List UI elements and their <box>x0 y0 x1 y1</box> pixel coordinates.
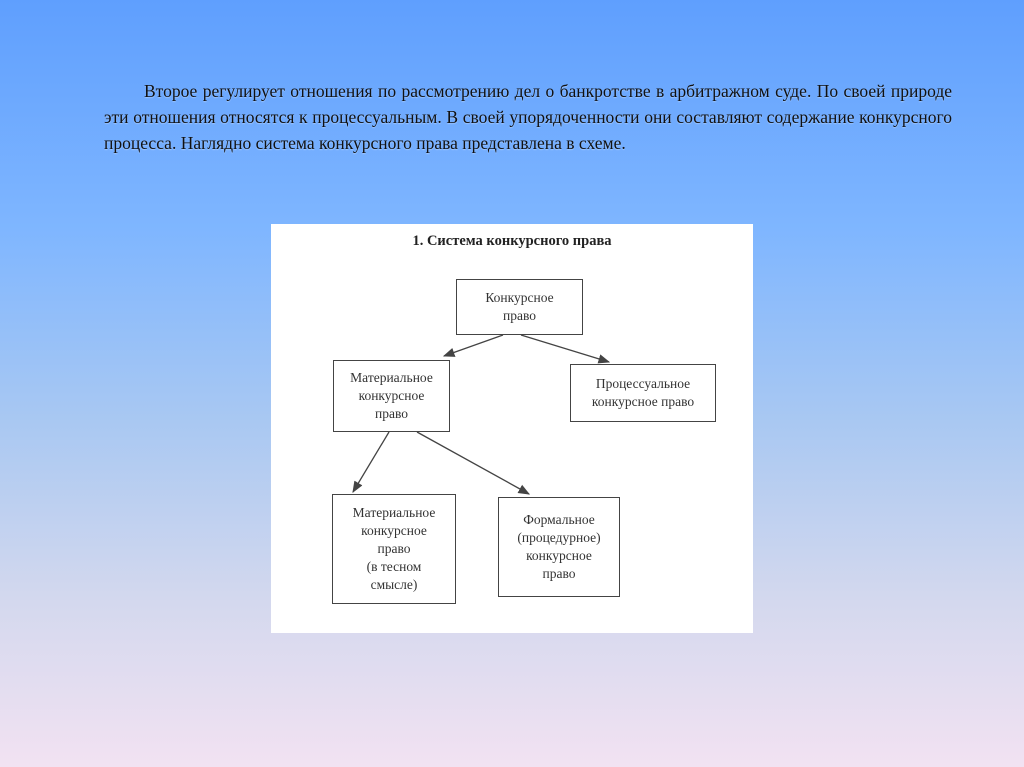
node-material-narrow: Материальное конкурсное право (в тесном смысле) <box>332 494 456 604</box>
node-procedural: Процессуальное конкурсное право <box>570 364 716 422</box>
arrow-root-to-procedural <box>521 335 609 362</box>
diagram-title: 1. Система конкурсного права <box>412 233 612 249</box>
diagram-figure <box>271 224 753 633</box>
arrow-material-to-formal <box>417 432 529 494</box>
node-formal: Формальное (процедурное) конкурсное право <box>498 497 620 597</box>
node-material: Материальное конкурсное право <box>333 360 450 432</box>
slide-paragraph: Второе регулирует отношения по рассмотрению дел о банкротстве в арбитражном суде. По своей природе эти отношения относятся к процессуальным. В своей упорядоченности они составляют содержание конкурсного процесса. Наглядно система конкурсного права представлена в схеме. <box>104 81 952 153</box>
arrow-root-to-material <box>444 335 503 356</box>
arrow-material-to-narrow <box>353 432 389 492</box>
node-root: Конкурсное право <box>456 279 583 335</box>
